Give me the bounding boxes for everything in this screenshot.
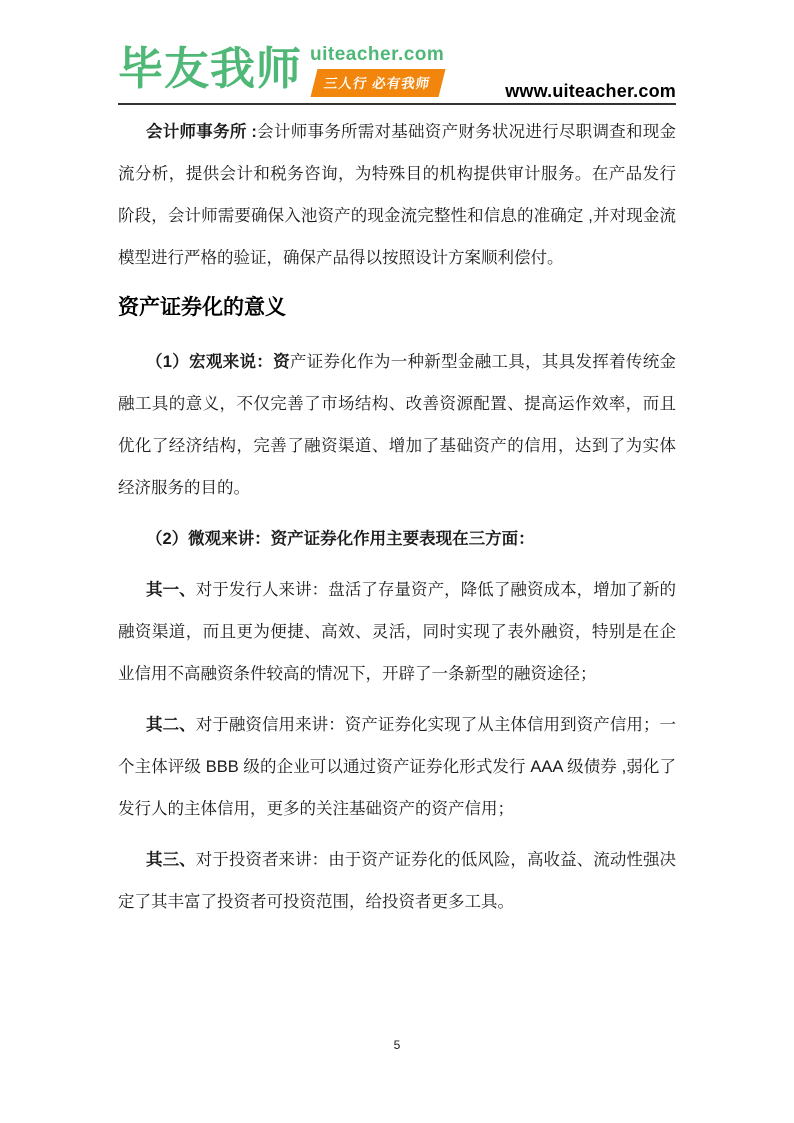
paragraph-lead: 会计师事务所 : <box>146 123 257 141</box>
paragraph-point-one <box>118 569 676 695</box>
logo-slogan-badge <box>311 69 446 97</box>
paragraph-text: 对于融资信用来讲：资产证券化实现了从主体信用到资产信用；一个主体评级 BBB 级的企业可以通过资产证券化形式发行 AAA 级债券 ,弱化了发行人的主体信用，更多的关注基础资产的资产信用； <box>118 716 677 818</box>
header-divider <box>118 103 676 105</box>
website-url: www.uiteacher.com <box>505 81 676 101</box>
paragraph-micro <box>118 518 676 560</box>
article-body <box>118 111 676 932</box>
paragraph-text: 对于投资者来讲：由于资产证券化的低风险，高收益、流动性强决定了其丰富了投资者可投资范围，给投资者更多工具。 <box>118 851 677 911</box>
paragraph-lead: 其一、 <box>146 581 196 599</box>
paragraph-macro <box>118 341 676 509</box>
logo-wordmark: 毕友我师 <box>118 43 303 94</box>
paragraph-text: 对于发行人来讲：盘活了存量资产，降低了融资成本，增加了新的融资渠道，而且更为便捷、高效、灵活，同时实现了表外融资，特别是在企业信用不高融资条件较高的情况下，开辟了一条新型的融资途径； <box>118 581 677 683</box>
section-title: 资产证券化的意义 <box>118 296 286 319</box>
paragraph-point-three <box>118 839 676 923</box>
brand-logo <box>118 40 444 98</box>
page-header <box>118 40 676 106</box>
paragraph-point-two <box>118 704 676 830</box>
page-number: 5 <box>393 1038 401 1052</box>
paragraph-lead: （2）微观来讲：资产证券化作用主要表现在三方面： <box>146 530 535 548</box>
paragraph-text: 会计师事务所需对基础资产财务状况进行尽职调查和现金流分析，提供会计和税务咨询，为特殊目的机构提供审计服务。在产品发行阶段，会计师需要确保入池资产的现金流完整性和信息的准确定 ,并对现金流模型进行严格的验证，确保产品得以按照设计方案顺利偿付。 <box>118 123 676 267</box>
paragraph-lead: （1）宏观来说：资 <box>146 353 290 371</box>
logo-side-block <box>310 40 444 97</box>
paragraph-accounting-firm <box>118 111 676 279</box>
paragraph-lead: 其三、 <box>146 851 196 869</box>
page-footer <box>0 1038 794 1052</box>
logo-domain-text: uiteacher.com <box>310 44 445 65</box>
paragraph-text: 产证券化作为一种新型金融工具，其具发挥着传统金融工具的意义，不仅完善了市场结构、改善资源配置、提高运作效率，而且优化了经济结构，完善了融资渠道、增加了基础资产的信用，达到了为实体经济服务的目的。 <box>118 353 676 497</box>
paragraph-lead: 其二、 <box>146 716 196 734</box>
logo-slogan-text: 三人行 必有我师 <box>322 76 432 91</box>
